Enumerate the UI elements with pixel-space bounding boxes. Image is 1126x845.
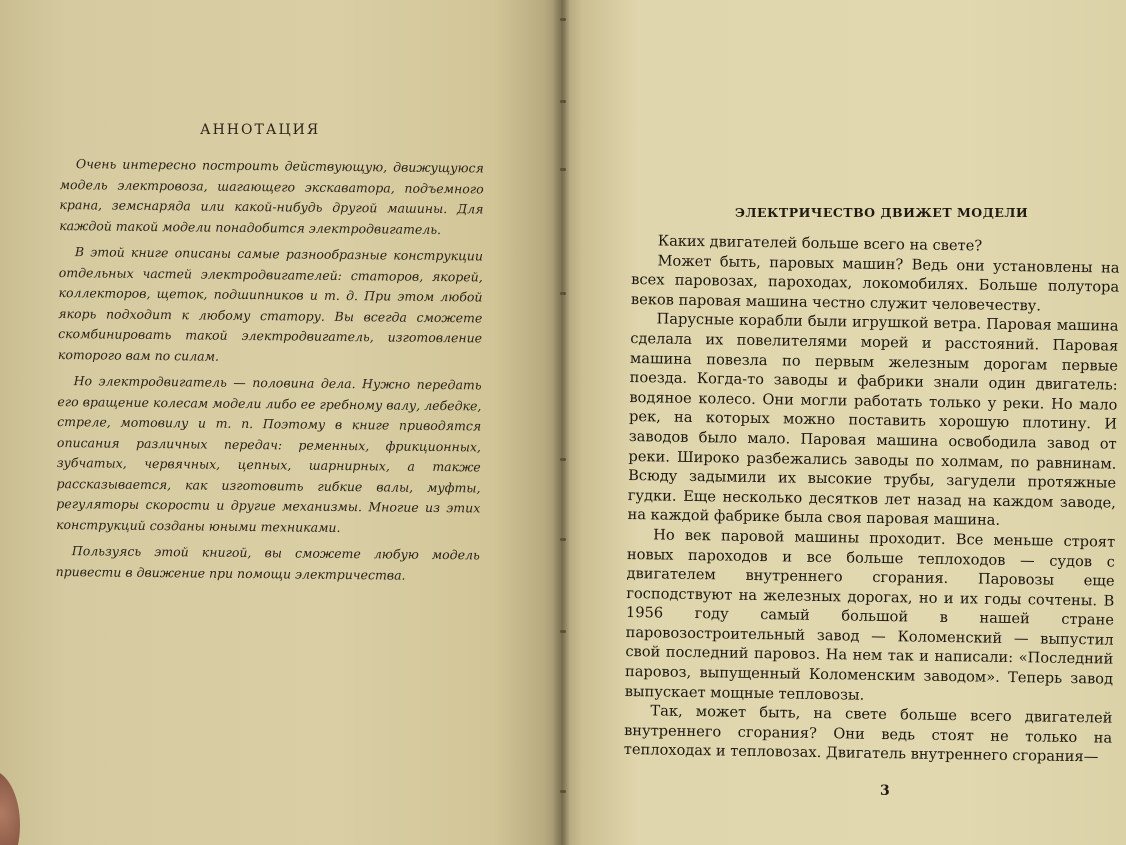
binding-stitch [560,292,566,295]
page-number: 3 [880,783,890,799]
chapter-paragraph: Каких двигателей больше всего на свете? [657,232,983,255]
binding-stitch [560,630,566,633]
binding-stitch [560,458,566,461]
book-gutter [552,0,570,845]
chapter-paragraph: Может быть, паровых машин? Ведь они установлены на всех паровозах, пароходах, локомобилях. Больше полутора веков паровая машина честно служит человечеству. [630,251,1120,315]
annotation-text [55,154,484,592]
annotation-paragraph: Очень интересно построить действующую, движущуюся модель электровоза, шагающего экскаватора, подъемного крана, земснаряда или какой-нибудь другой машины. Для каждой такой модели понадобится электродвигатель. [59,156,484,237]
binding-stitch [560,790,566,793]
chapter-paragraph: Так, может быть, на свете больше всего двигателей внутреннего сгорания? Они ведь стоят не только на теплоходах и тепловозах. Двигатель внутреннего сгорания— [623,702,1113,766]
annotation-paragraph: Но электродвигатель — половина дела. Нужно передать его вращение колесам модели либо ее гребному валу, лебедке, стреле, мотовилу и т. п. Поэтому в книге приводятся описания различных передач: ременных, фрикционных, зубчатых, червячных, цепных, шарнирных, а также рассказывается, как изготовить гибкие валы, муфты, регуляторы скорости и другие механизмы. Многие из этих конструкций созданы юными техниками. [56,373,482,535]
chapter-paragraph: Но век паровой машины проходит. Все меньше строят новых пароходов и все больше теплоходов — судов с двигателем внутреннего сгорания. Паровозы еще господствуют на железных дорогах, но и их годы сочтены. В 1956 году самый большой в нашей стране паровозостроительный завод — Коломенский — выпустил свой последний паровоз. На нем так и написали: «Последний паровоз, выпущенный Коломенским заводом». Теперь завод выпускает мощные тепловозы. [624,526,1116,704]
chapter-title: ЭЛЕКТРИЧЕСТВО ДВИЖЕТ МОДЕЛИ [735,205,1029,220]
chapter-text [624,231,1120,768]
binding-stitch [560,100,566,103]
binding-stitch [560,18,566,21]
annotation-paragraph: Пользуясь этой книгой, вы сможете любую модель привести в движение при помощи электричества. [55,543,480,583]
binding-stitch [560,168,566,171]
annotation-paragraph: В этой книге описаны самые разнообразные конструкции отдельных частей электродвигателей: статоров, якорей, коллекторов, щеток, подшипников и т. д. При этом любой якорь подходит к любому статору. Вы всегда сможете скомбинировать такой электродвигатель, изготовление которого вам по силам. [57,244,484,364]
binding-stitch [560,538,566,541]
chapter-paragraph: Парусные корабли были игрушкой ветра. Паровая машина сделала их повелителями морей и расстояний. Паровая машина повезла по первым железным дорогам первые поезда. Когда-то заводы и фабрики знали один двигатель: водяное колесо. Они могли работать только у реки. Но мало рек, на которых можно поставить хорошую плотину. И заводов было мало. Паровая машина освободила завод от реки. Широко разбежались заводы по холмам, по равнинам. Всюду задымили их высокие трубы, загудели протяжные гудки. Еще несколько десятков лет назад на каждом заводе, на каждой фабрике была своя паровая машина. [627,310,1119,530]
annotation-title: АННОТАЦИЯ [200,122,321,138]
